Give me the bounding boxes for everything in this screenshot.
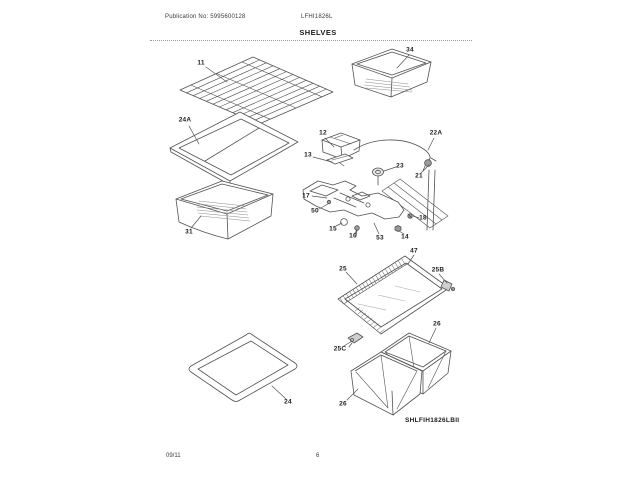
callout-14: 14	[401, 233, 409, 241]
callout-26-upper-pan: 26	[433, 320, 441, 328]
callout-24A: 24A	[178, 116, 192, 124]
publication-number: Publication No: 5995600128	[165, 14, 246, 20]
header-divider	[150, 40, 472, 41]
footer-date: 09/11	[166, 453, 181, 459]
model-number: LFHI1826L	[301, 14, 333, 20]
footer-page-number: 6	[316, 453, 320, 459]
callout-24: 24	[284, 398, 292, 406]
callout-23: 23	[396, 162, 404, 170]
part-bin-34	[352, 46, 431, 97]
callout-17: 17	[302, 192, 310, 200]
callout-34: 34	[406, 46, 414, 54]
part-tube-22A	[354, 140, 436, 171]
page-title: SHELVES	[299, 28, 337, 37]
callout-53: 53	[376, 234, 384, 242]
callout-25C: 25C	[333, 345, 347, 353]
part-bracket-13	[327, 154, 353, 166]
callout-31: 31	[185, 228, 193, 236]
callout-25B: 25B	[431, 266, 445, 274]
callout-18: 18	[419, 214, 427, 222]
callout-25: 25	[339, 265, 347, 273]
part-wire-shelf-11	[180, 57, 333, 124]
diagram-code: SHLFIH1826LBII	[405, 417, 460, 424]
callout-50: 50	[311, 207, 319, 215]
callout-15: 15	[329, 225, 337, 233]
callout-11: 11	[197, 59, 205, 67]
callout-47: 47	[410, 247, 418, 255]
callout-21: 21	[415, 172, 423, 180]
callout-12: 12	[319, 129, 327, 137]
callout-26-lower-pan: 26	[339, 400, 347, 408]
part-grommet-23	[373, 168, 384, 185]
callout-16: 16	[349, 232, 357, 240]
callout-13: 13	[304, 151, 312, 159]
part-glass-shelf-24	[189, 333, 297, 401]
part-clip-25C	[348, 333, 363, 347]
callout-22A: 22A	[429, 129, 443, 137]
